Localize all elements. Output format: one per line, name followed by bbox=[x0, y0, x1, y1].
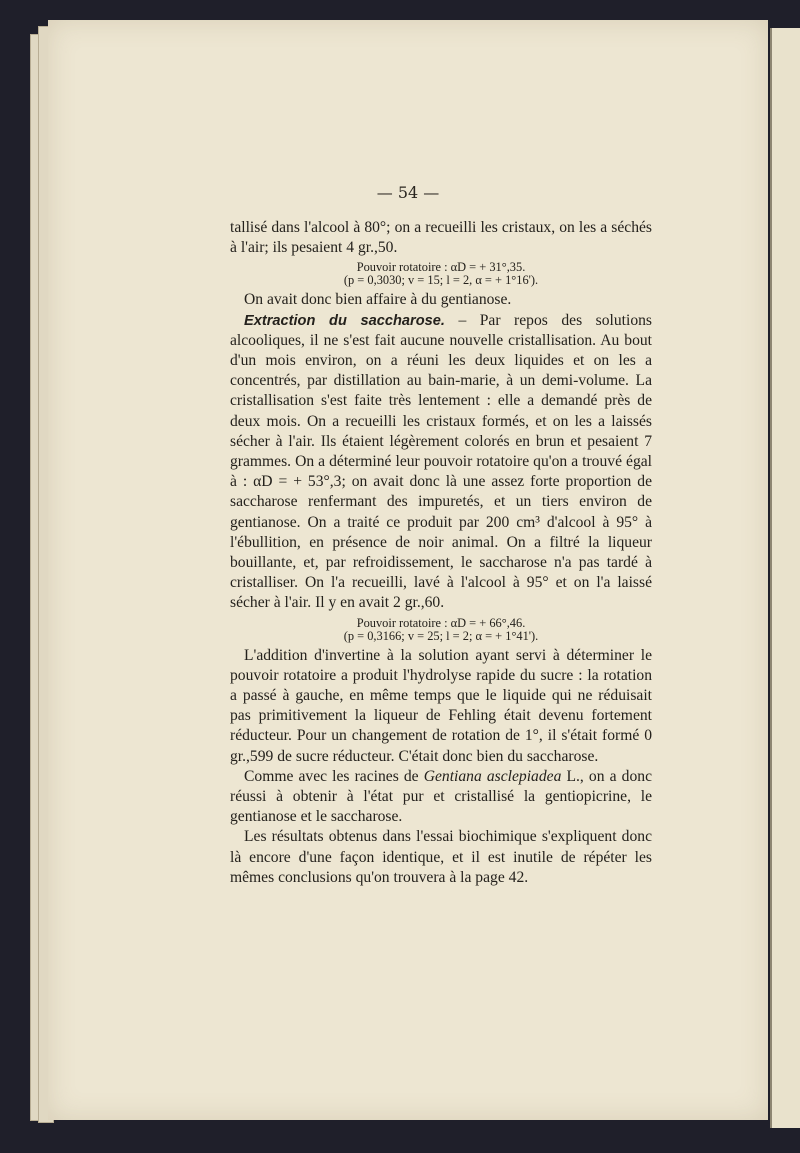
gentianose-conclusion: On avait donc bien affaire à du gentianose. bbox=[244, 291, 512, 309]
book-page bbox=[48, 20, 768, 1120]
invertine-paragraph: L'addition d'invertine à la solution ayant servi à déterminer le pouvoir rotatoire a produit l'hydrolyse rapide du sucre : la rotation a passé à gauche, en même temps que le liquide qui ne réduisait pas primitivement la liqueur de Fehling était devenu fortement réducteur. Pour un changement de rotation de 1°, il s'était formé 0 gr.,599 de sucre réducteur. C'était donc bien du saccharose. bbox=[230, 646, 652, 765]
comme-paragraph bbox=[230, 767, 652, 828]
rotatory-params-2: (p = 0,3166; v = 25; l = 2; α = + 1°41'). bbox=[343, 628, 539, 643]
saccharose-section bbox=[230, 311, 652, 614]
page-number: — 54 — bbox=[376, 183, 440, 202]
species-name: Gentiana asclepiadea bbox=[423, 767, 562, 785]
results-paragraph: Les résultats obtenus dans l'essai biochimique s'expliquent donc là encore d'une façon identique, et il est inutile de répéter les mêmes conclusions qu'on trouvera à la page 42. bbox=[230, 828, 652, 886]
rotatory-power-formula-1: Pouvoir rotatoire : αD = + 31°,35. bbox=[356, 260, 526, 275]
rotatory-params-1: (p = 0,3030; v = 15; l = 2, α = + 1°16'). bbox=[343, 273, 539, 288]
section-heading: Extraction du saccharose. bbox=[244, 312, 445, 329]
next-page-edge bbox=[770, 28, 800, 1128]
comme-text-end: L., on a donc réussi à obtenir à l'état pur et cristallisé la gentiopicrine, le gentianose et le saccharose. bbox=[230, 767, 652, 826]
intro-paragraph: tallisé dans l'alcool à 80°; on a recueilli les cristaux, on les a séchés à l'air; ils pesaient 4 gr.,50. bbox=[230, 219, 652, 257]
body-text bbox=[230, 218, 652, 888]
comme-text-start: Comme avec les racines de bbox=[244, 767, 424, 785]
section-body: – Par repos des solutions alcooliques, il ne s'est fait aucune nouvelle cristallisation. Au bout d'un mois environ, on a réuni les deux liquides et on les a concentrés, par distillation au bain-marie, à un demi-volume. La cristallisation s'est faite très lentement : elle a demandé près de deux mois. On a recueilli les cristaux formés, et on les a laissés sécher à l'air. Ils étaient légèrement colorés en brun et pesaient 7 grammes. On a déterminé leur pouvoir rotatoire qu'on a trouvé égal à : αD = + 53°,3; on avait donc là une assez forte proportion de saccharose renfermant des impuretés, et un tiers environ de gentianose. On a traité ce produit par 200 cm³ d'alcool à 95° à l'ébullition, en présence de noir animal. On a filtré la liqueur bouillante, et, par refroidissement, le saccharose n'a pas tardé à cristalliser. On l'a recueilli, lavé à l'alcool à 95° et on l'a laissé sécher à l'air. Il y en avait 2 gr.,60. bbox=[230, 311, 652, 612]
rotatory-power-formula-2: Pouvoir rotatoire : αD = + 66°,46. bbox=[356, 615, 526, 630]
